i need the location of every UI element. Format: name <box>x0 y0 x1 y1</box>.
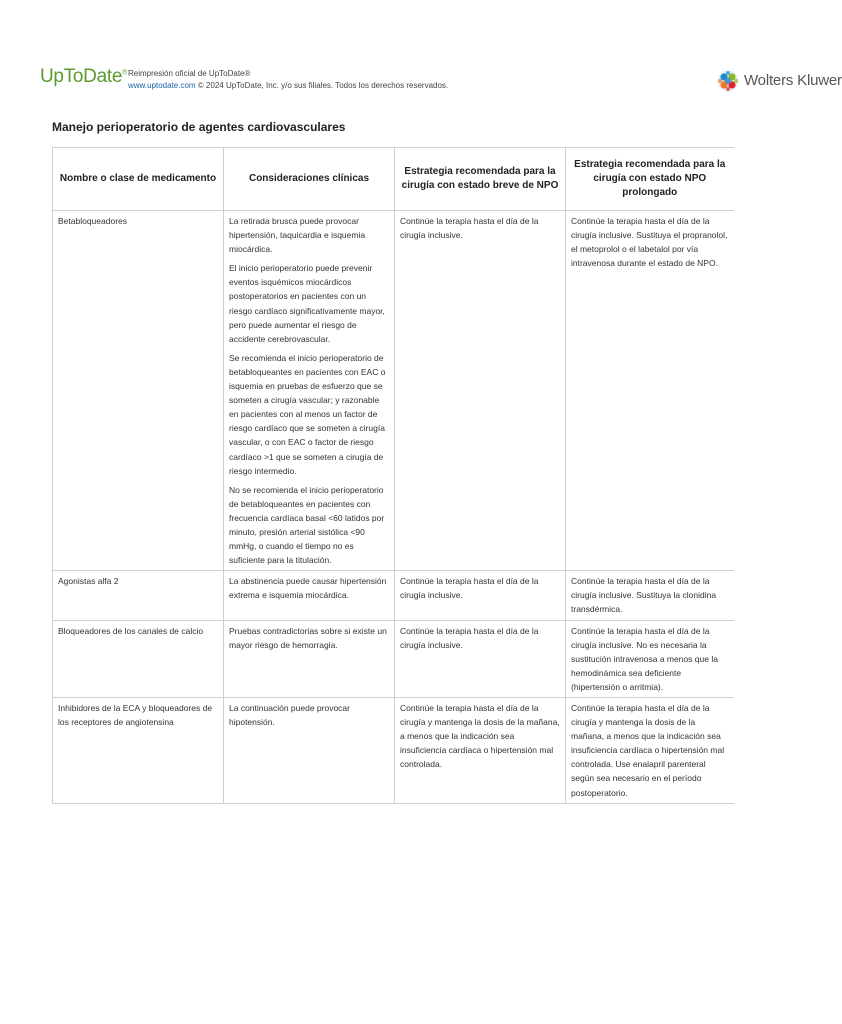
drug-name-cell: Inhibidores de la ECA y bloqueadores de los receptores de angiotensina <box>53 698 224 804</box>
perioperative-agents-table <box>52 147 734 804</box>
table-row <box>53 620 734 697</box>
brief-npo-cell: Continúe la terapia hasta el día de la cirugía y mantenga la dosis de la mañana, a menos que la indicación sea insuficiencia cardíaca o hipertensión mal controlada. <box>395 698 566 804</box>
clinical-considerations-cell <box>224 571 395 620</box>
column-header-brief-npo: Estrategia recomendada para la cirugía con estado breve de NPO <box>395 148 566 211</box>
publisher-name: Wolters Kluwer <box>744 72 842 89</box>
brief-npo-cell: Continúe la terapia hasta el día de la cirugía inclusive. <box>395 571 566 620</box>
prolonged-npo-cell: Continúe la terapia hasta el día de la cirugía inclusive. No es necesaria la sustitución intravenosa a menos que la hemodinámica sea deficiente (hipertensión o arritmia). <box>566 620 734 697</box>
consideration-paragraph: La abstinencia puede causar hipertensión extrema e isquemia miocárdica. <box>229 576 387 601</box>
clinical-considerations-cell <box>224 698 395 804</box>
table-row <box>53 571 734 620</box>
consideration-paragraph: El inicio perioperatorio puede prevenir eventos isquémicos miocárdicos postoperatorios en pacientes con un riesgo cardíaco significativamente mayor, pero puede aumentar el riesgo de accidente cerebrovascular. <box>229 263 385 344</box>
brief-npo-cell: Continúe la terapia hasta el día de la cirugía inclusive. <box>395 211 566 571</box>
prolonged-npo-cell: Continúe la terapia hasta el día de la cirugía inclusive. Sustituya el propranolol, el metoprolol o el labetalol por vía intravenosa durante el estado de NPO. <box>566 211 734 571</box>
consideration-paragraph: La retirada brusca puede provocar hipertensión, taquicardia e isquemia miocárdica. <box>229 216 366 255</box>
column-header-prolonged-npo: Estrategia recomendada para la cirugía con estado NPO prolongado <box>566 148 734 211</box>
uptodate-site-link[interactable]: www.uptodate.com <box>128 81 196 90</box>
clinical-considerations-cell <box>224 211 395 571</box>
page-title: Manejo perioperatorio de agentes cardiovasculares <box>52 120 346 134</box>
table-row <box>53 698 734 804</box>
prolonged-npo-cell: Continúe la terapia hasta el día de la cirugía y mantenga la dosis de la mañana, a menos que la indicación sea insuficiencia cardíaca o hipertensión mal controlada. Use enalapril parenteral según sea necesario en el período postoperatorio. <box>566 698 734 804</box>
column-header-drug: Nombre o clase de medicamento <box>53 148 224 211</box>
copyright-text: © 2024 UpToDate, Inc. y/o sus filiales. Todos los derechos reservados. <box>195 81 449 90</box>
consideration-paragraph: La continuación puede provocar hipotensión. <box>229 703 350 728</box>
drug-name-cell: Agonistas alfa 2 <box>53 571 224 620</box>
column-header-considerations: Consideraciones clínicas <box>224 148 395 211</box>
table-row <box>53 211 734 571</box>
consideration-paragraph: Se recomienda el inicio perioperatorio de betabloqueantes en pacientes con EAC o isquemia en pruebas de esfuerzo que se someten a cirugía vascular; y razonable en pacientes con al menos un factor de riesgo cardíaco que se someten a cirugía vascular, o con EAC o factor de riesgo cardíaco >1 que se someten a cirugía de riesgo intermedio. <box>229 352 386 476</box>
consideration-paragraph: Pruebas contradictorias sobre si existe un mayor riesgo de hemorragia. <box>229 625 387 650</box>
reprint-notice <box>128 68 448 92</box>
clinical-considerations-cell <box>224 620 395 697</box>
consideration-paragraph: No se recomienda el inicio perioperatorio de betabloqueantes en pacientes con frecuencia cardíaca basal <60 latidos por minuto, presión arterial sistólica <90 mmHg, o cuando el tiempo no es suficiente para la titulación. <box>229 484 385 566</box>
prolonged-npo-cell: Continúe la terapia hasta el día de la cirugía inclusive. Sustituya la clonidina transdérmica. <box>566 571 734 620</box>
drug-name-cell: Bloqueadores de los canales de calcio <box>53 620 224 697</box>
table-header-row <box>53 148 734 211</box>
drug-name-cell: Betabloqueadores <box>53 211 224 571</box>
reprint-line: Reimpresión oficial de UpToDate® <box>128 69 251 78</box>
document-header <box>40 64 842 100</box>
wolters-kluwer-globe-icon <box>716 69 740 93</box>
uptodate-logo: UpToDate® <box>40 66 127 87</box>
brief-npo-cell: Continúe la terapia hasta el día de la cirugía inclusive. <box>395 620 566 697</box>
